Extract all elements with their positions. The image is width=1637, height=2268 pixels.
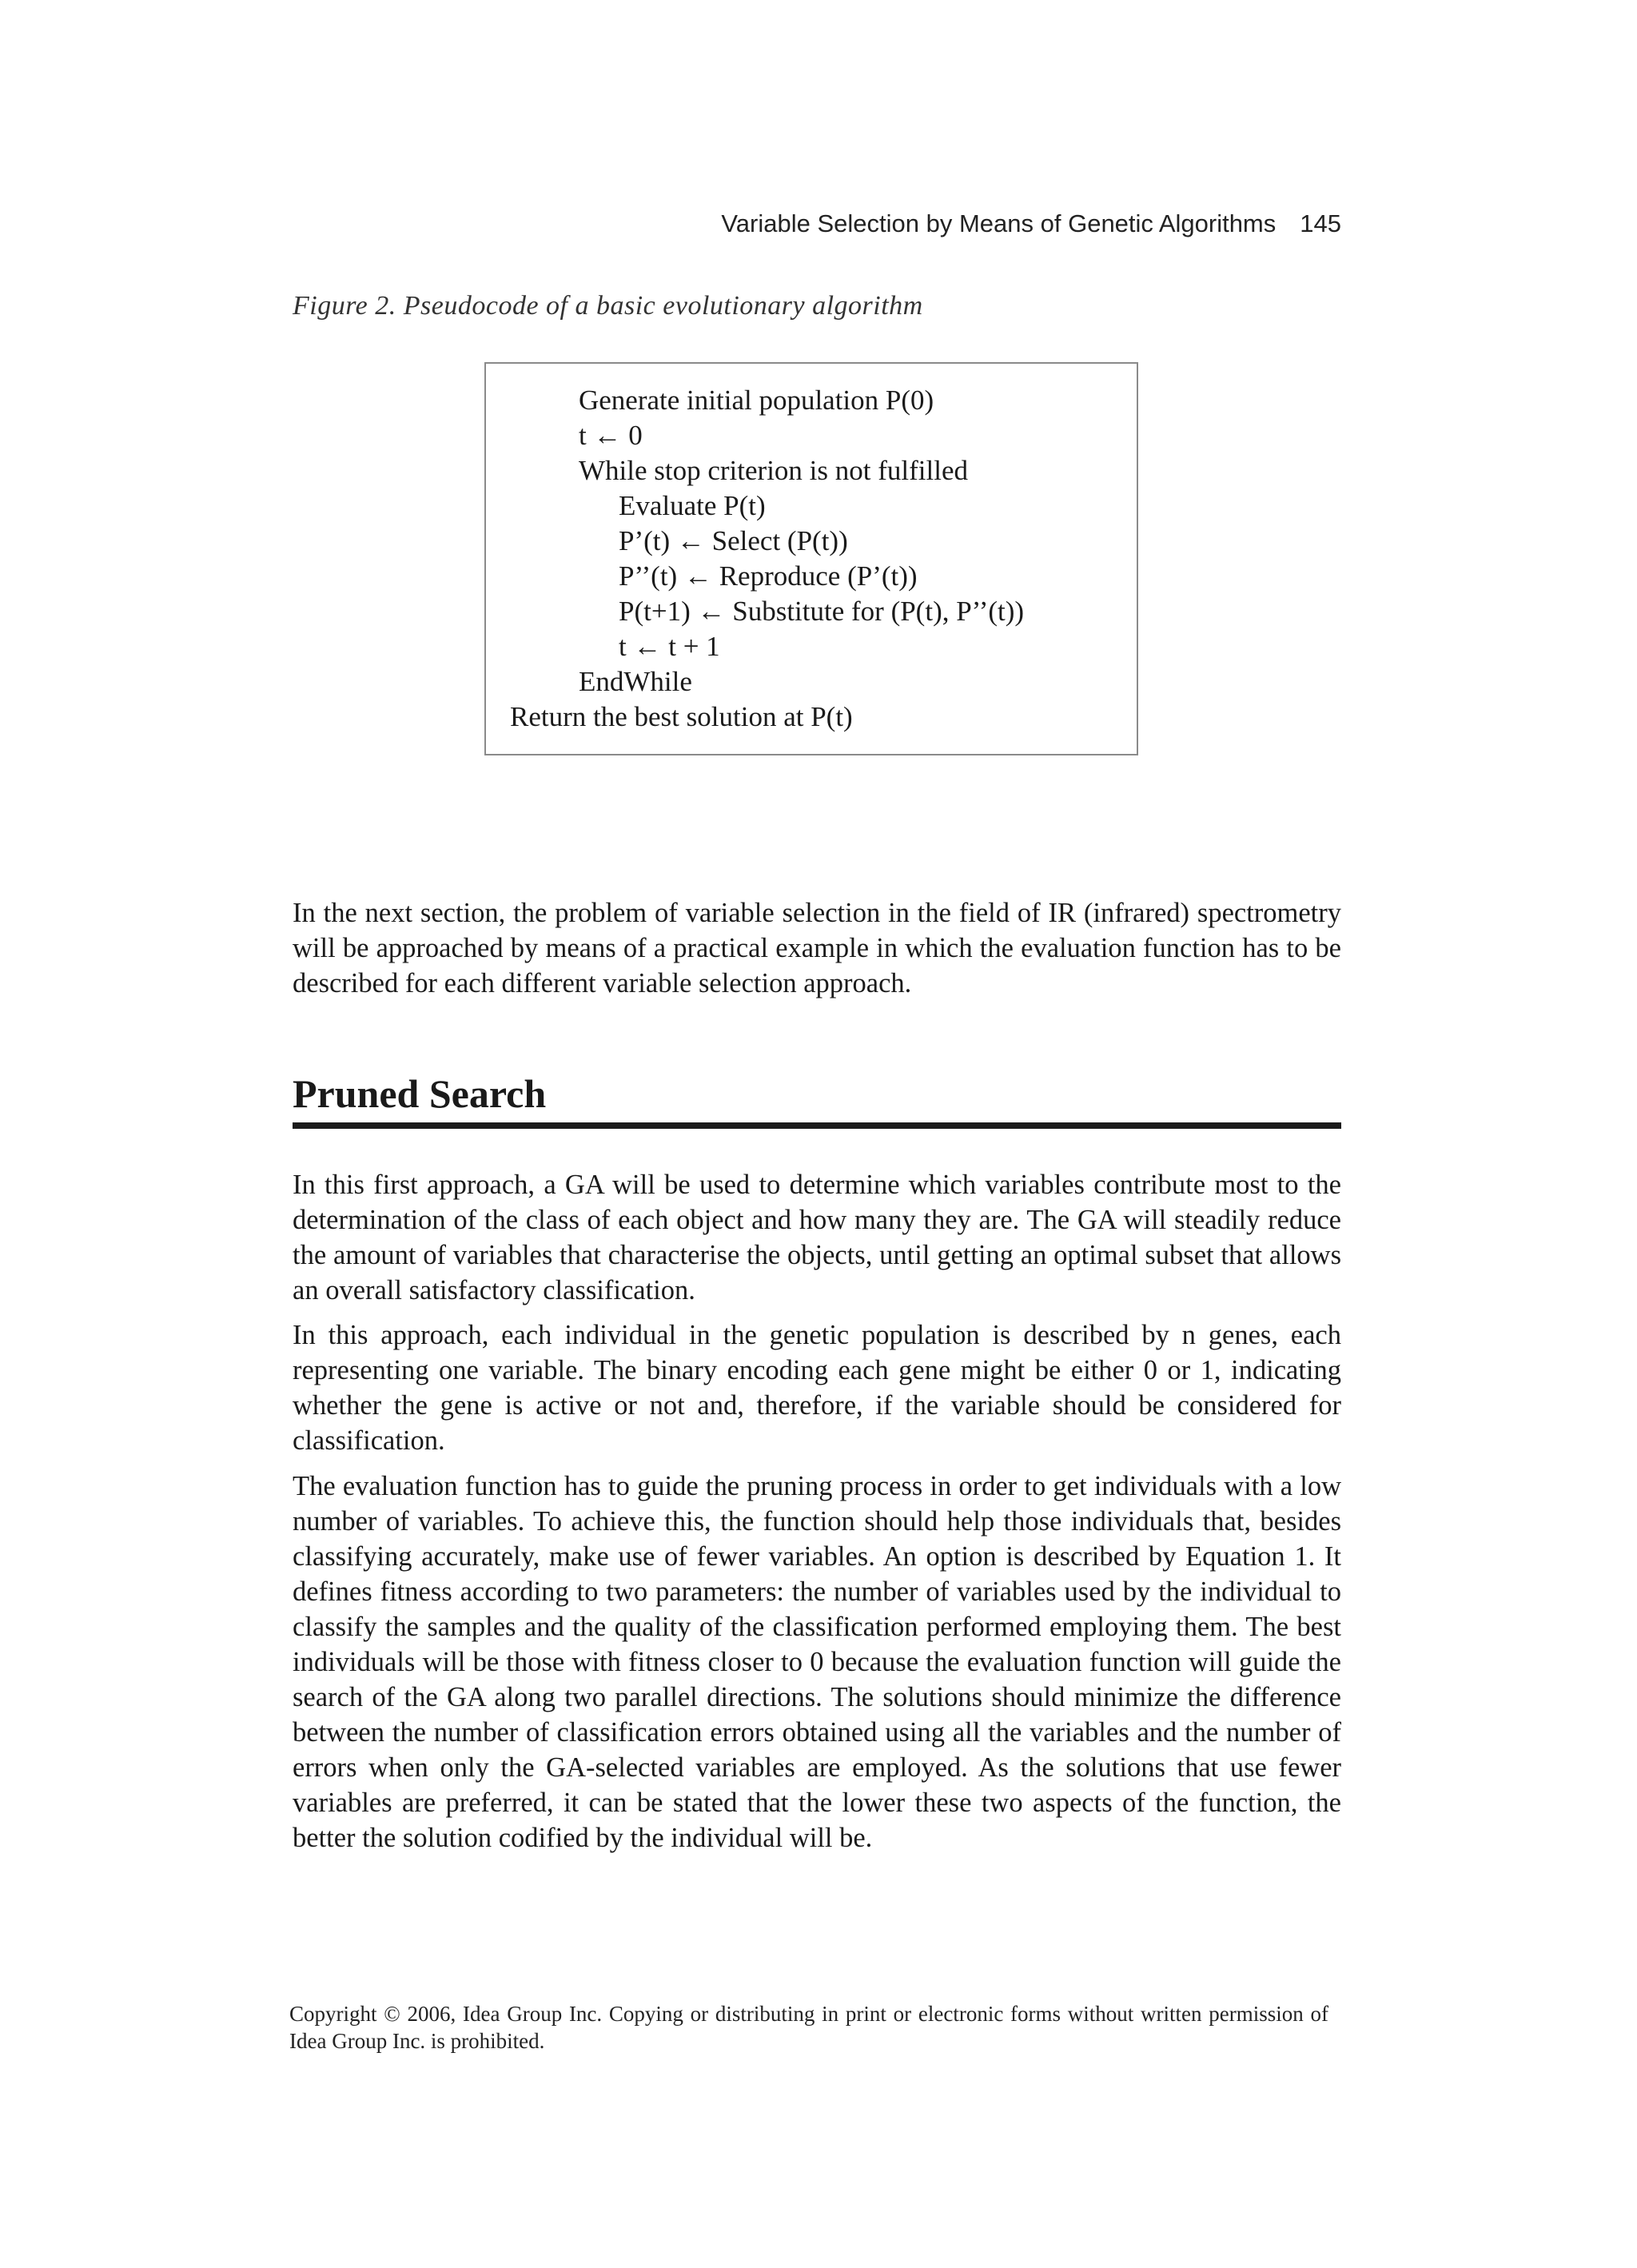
pseudocode-line: P’(t) ← Select (P(t))	[619, 525, 848, 556]
pseudocode-line: t ← 0	[579, 420, 643, 451]
pseudocode-line: P’’(t) ← Reproduce (P’(t))	[619, 560, 918, 592]
body-paragraph: The evaluation function has to guide the pruning process in order to get individuals with a low number of variables. To achieve this, the function should help those individuals that, besides classifying accurately, make use of fewer variables. An option is described by Equation 1. It defines fitness according to two parameters: the number of variables used by the individual to classify the samples and the quality of the classification performed employing them. The best individuals will be those with fitness closer to 0 because the evaluation function will guide the search of the GA along two parallel directions. The solutions should minimize the difference between the number of classification errors obtained using all the variables and the number of errors when only the GA-selected variables are employed. As the solutions that use fewer variables are preferred, it can be stated that the lower these two aspects of the function, the better the solution codified by the individual will be.	[293, 1471, 1341, 1853]
figure-caption: Figure 2. Pseudocode of a basic evolutionary algorithm	[293, 291, 923, 321]
pseudocode-box	[484, 362, 1138, 755]
pseudocode-line: Generate initial population P(0)	[579, 385, 934, 416]
section-heading: Pruned Search	[293, 1070, 1341, 1129]
body-paragraph: In this first approach, a GA will be used to determine which variables contribute most to the determination of the class of each object and how many they are. The GA will steadily reduce the amount of variables that characterise the objects, until getting an optimal subset that allows an overall satisfactory classification.	[293, 1170, 1341, 1305]
page-number: 145	[1300, 209, 1341, 237]
pseudocode-line: Return the best solution at P(t)	[510, 701, 853, 732]
pseudocode-line: EndWhile	[579, 666, 692, 697]
pseudocode-line: Evaluate P(t)	[619, 490, 766, 521]
running-header	[721, 209, 1341, 238]
copyright-notice: Copyright © 2006, Idea Group Inc. Copying or distributing in print or electronic forms without written permission of Idea Group Inc. is prohibited.	[289, 2002, 1328, 2053]
pseudocode-line: P(t+1) ← Substitute for (P(t), P’’(t))	[619, 596, 1025, 627]
body-paragraph: In this approach, each individual in the genetic population is described by n genes, each representing one variable. The binary encoding each gene might be either 0 or 1, indicating whether the gene is active or not and, therefore, if the variable should be considered for classification.	[293, 1320, 1341, 1456]
running-title: Variable Selection by Means of Genetic Algorithms	[721, 209, 1277, 237]
pseudocode-line: t ← t + 1	[619, 631, 720, 662]
pseudocode-line: While stop criterion is not fulfilled	[579, 455, 968, 486]
intro-paragraph: In the next section, the problem of variable selection in the field of IR (infrared) spectrometry will be approached by means of a practical example in which the evaluation function has to be described for each different variable selection approach.	[293, 898, 1341, 998]
